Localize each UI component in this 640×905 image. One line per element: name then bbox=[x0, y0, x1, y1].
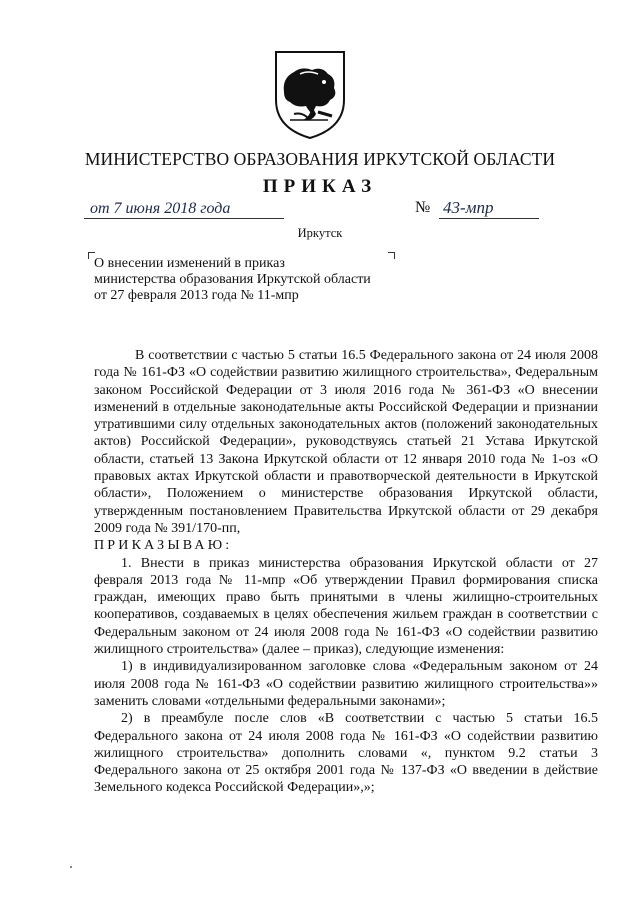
coat-of-arms-emblem bbox=[272, 48, 348, 140]
scan-speck bbox=[70, 866, 72, 868]
city-label: Иркутск bbox=[297, 226, 343, 240]
ministry-title: МИНИСТЕРСТВО ОБРАЗОВАНИЯ ИРКУТСКОЙ ОБЛАСТИ bbox=[84, 149, 556, 169]
decree-word: ПРИКАЗЫВАЮ: bbox=[94, 538, 233, 554]
document-body bbox=[94, 347, 598, 797]
subitem-paragraph: 1) в индивидуализированном заголовке слова «Федеральным законом от 24 июля 2008 года № 161-ФЗ «О содействии развитию жилищного строительства»» заменить словами «отдельными федеральными законами»; bbox=[94, 659, 598, 709]
handwritten-date: от 7 июня 2018 года bbox=[90, 200, 231, 217]
subitem-paragraph: 2) в преамбуле после слов «В соответствии с частью 5 статьи 16.5 Федерального закона от 24 июля 2008 года № 161-ФЗ «О содействии развитию жилищного строительства» дополнить словами «, пунктом 9.2 статьи 3 Федерального закона от 25 октября 2001 года № 137-ФЗ «О введении в действие Земельного кодекса Российской Федерации»,»; bbox=[94, 711, 598, 796]
subject-line: министерства образования Иркутской области bbox=[94, 272, 371, 287]
number-sign: № bbox=[415, 199, 431, 216]
item-paragraph: 1. Внести в приказ министерства образования Иркутской области от 27 февраля 2013 года № 11-мпр «Об утверждении Правил формирования списка граждан, имеющих право быть принятыми в члены жилищно-строительных кооперативов, создаваемых в целях обеспечения жильем граждан в соответствии с Федеральным законом от 24 июля 2008 года № 161-ФЗ «О содействии развитию жилищного строительства» (далее – приказ), следующие изменения: bbox=[94, 555, 598, 658]
number-underline bbox=[439, 218, 539, 219]
date-underline bbox=[84, 218, 284, 219]
handwritten-number: 43-мпр bbox=[443, 198, 494, 217]
subject-line: О внесении изменений в приказ bbox=[94, 256, 285, 271]
subject-heading bbox=[94, 256, 414, 304]
preamble-paragraph: В соответствии с частью 5 статьи 16.5 Федерального закона от 24 июля 2008 года № 161-ФЗ «О содействии развитию жилищного строительства», Федеральным законом Российской Федерации от 3 июля 2016 года № 361-ФЗ «О внесении изменений в отдельные законодательные акты Российской Федерации и признании утратившими силу отдельных законодательных актов (положений законодательных актов) Российской Федерации», руководствуясь статьей 21 Устава Иркутской области, статьей 13 Закона Иркутской области от 12 января 2010 года № 1-оз «О правовых актах Иркутской области и правотворческой деятельности в Иркутской области», Положением о министерстве образования Иркутской области, утвержденным постановлением Правительства Иркутской области от 29 декабря 2009 года № 391/170-пп, bbox=[94, 348, 598, 536]
number-field bbox=[415, 198, 545, 224]
document-type-title: ПРИКАЗ bbox=[262, 176, 378, 197]
date-field bbox=[84, 198, 294, 224]
subject-line: от 27 февраля 2013 года № 11-мпр bbox=[94, 288, 299, 303]
